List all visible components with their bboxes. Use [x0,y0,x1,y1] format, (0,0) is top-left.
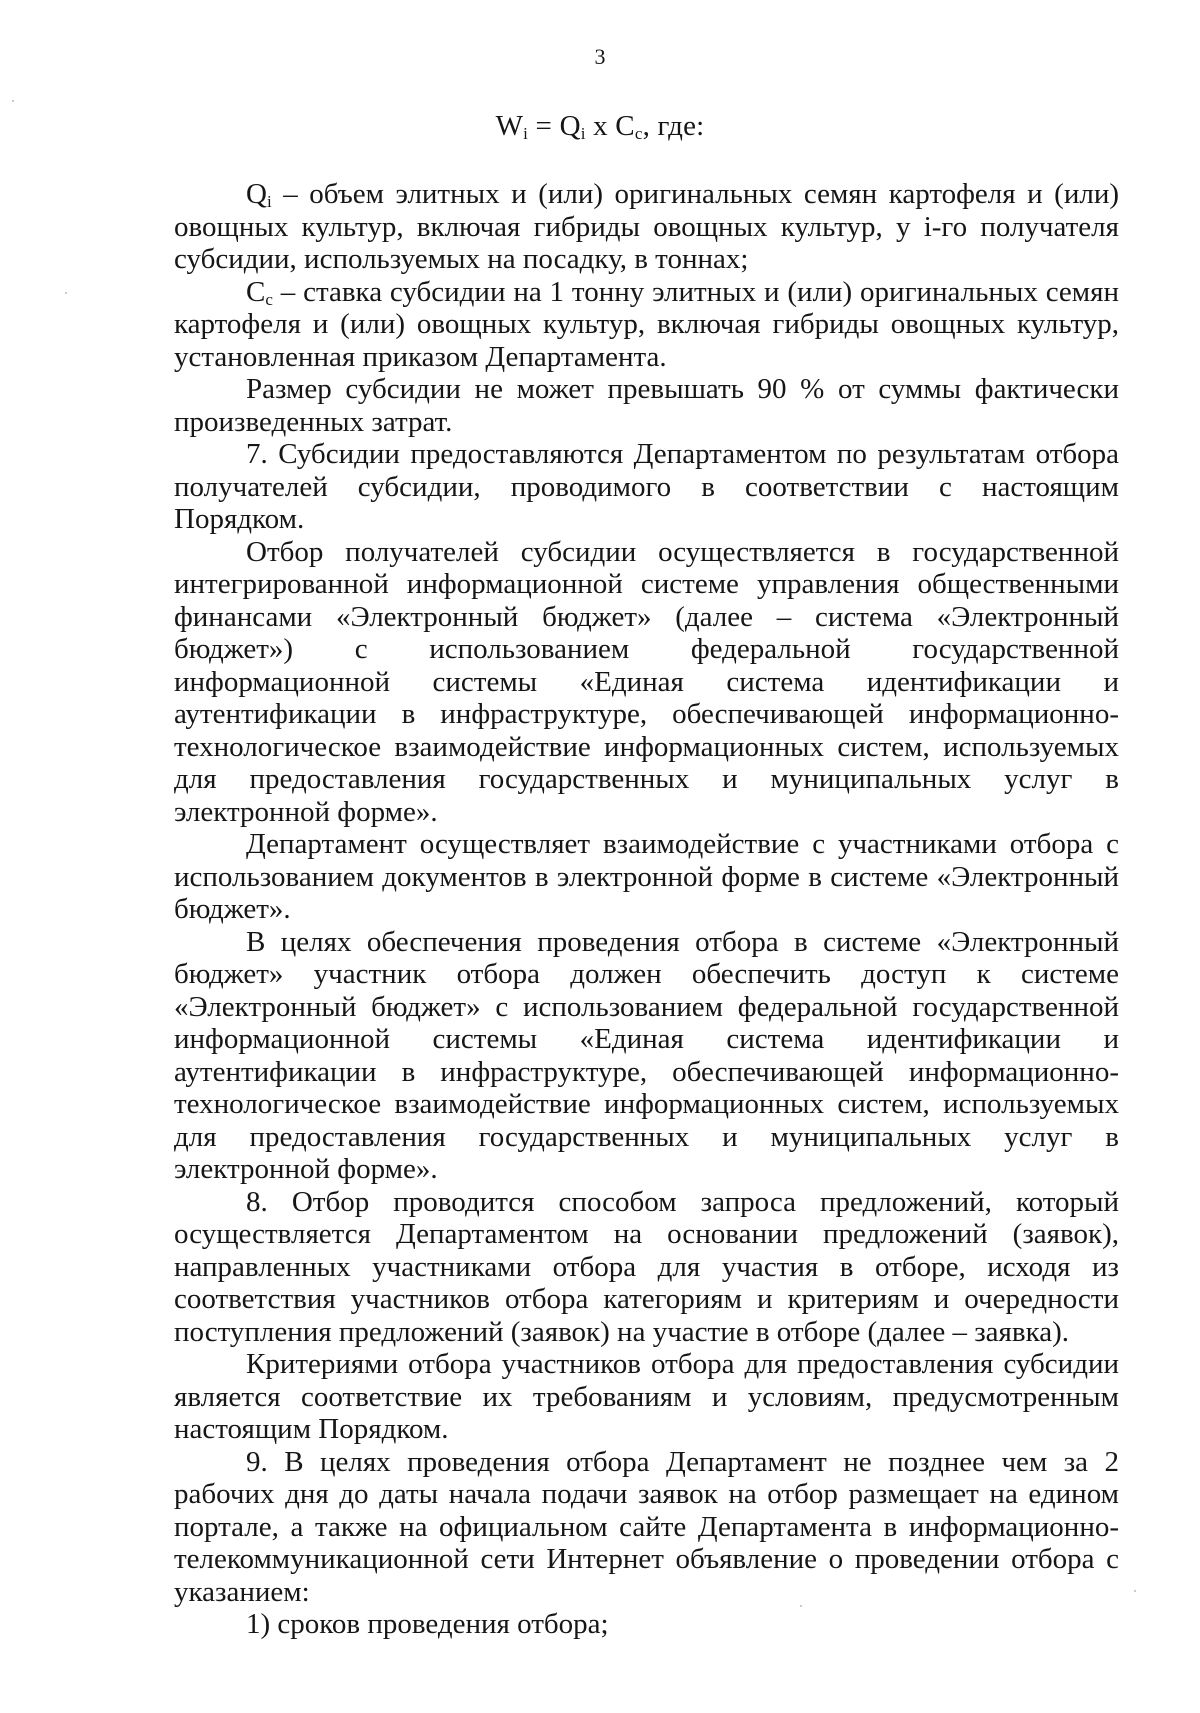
formula-c-subscript: c [634,124,643,143]
definition-qi [174,178,1119,276]
paragraph-access-requirement: В целях обеспечения проведения отбора в системе «Электронный бюджет» участник отбора должен обеспечить доступ к системе «Электронный бюджет» с использованием федеральной государственной информационной системы «Единая система идентификации и аутентификации в инфраструктуре, обеспечивающей информационно-технологическое взаимодействие информационных систем, используемых для предоставления государственных и муниципальных услуг в электронной форме». [174,925,1119,1185]
qi-symbol: Q [246,178,267,210]
paragraph-subsidy-limit: Размер субсидии не может превышать 90 % от суммы фактически произведенных затрат. [174,373,1119,438]
formula-times: x [585,110,616,142]
formula-w: W [495,110,524,142]
page-number: 3 [594,44,606,69]
paragraph-criteria: Критериями отбора участников отбора для предоставления субсидии является соответствие их требованиям и условиям, предусмотренным настоящим Порядком. [174,1348,1119,1445]
paragraph-9: 9. В целях проведения отбора Департамент не позднее чем за 2 рабочих дня до даты начала подачи заявок на отбор размещает на едином портале, а также на официальном сайте Департамента в информационно-телекоммуникационной сети Интернет объявление о проведении отбора с указанием: [174,1445,1119,1608]
paragraph-department-interaction: Департамент осуществляет взаимодействие с участниками отбора с использованием документов в электронной форме в системе «Электронный бюджет». [174,828,1119,925]
scan-speck [1134,1590,1136,1592]
scan-speck [800,1605,802,1607]
document-body [174,178,1119,1641]
scan-speck [65,292,67,294]
paragraph-selection-system: Отбор получателей субсидии осуществляется в государственной интегрированной информационной системе управления общественными финансами «Электронный бюджет» (далее – система «Электронный бюджет») с использованием федеральной государственной информационной системы «Единая система идентификации и аутентификации в инфраструктуре, обеспечивающей информационно-технологическое взаимодействие информационных систем, используемых для предоставления государственных и муниципальных услуг в электронной форме». [174,535,1119,828]
formula-q-subscript: i [580,124,586,143]
cc-subscript: c [265,289,273,309]
subsidy-formula [0,110,1200,143]
scan-speck [12,100,14,102]
formula-q: Q [559,110,581,142]
list-item-1: 1) сроков проведения отбора; [246,1608,609,1640]
qi-definition-text: – объем элитных и (или) оригинальных семян картофеля и (или) овощных культур, включая гибриды овощных культур, у i-го получателя субсидии, используемых на посадку, в тоннах; [174,178,1119,275]
definition-cc [174,276,1119,374]
formula-c: C [615,110,635,142]
formula-w-subscript: i [523,124,529,143]
formula-tail: , где: [642,110,705,142]
cc-symbol: C [246,275,266,308]
cc-definition-text: – ставка субсидии на 1 тонну элитных и (или) оригинальных семян картофеля и (или) овощных культур, включая гибриды овощных культур, установленная приказом Департамента. [174,275,1119,373]
paragraph-7: 7. Субсидии предоставляются Департаментом по результатам отбора получателей субсидии, проводимого в соответствии с настоящим Порядком. [174,438,1119,535]
formula-equals: = [528,110,560,142]
paragraph-8: 8. Отбор проводится способом запроса предложений, который осуществляется Департаментом на основании предложений (заявок), направленных участниками отбора для участия в отборе, исходя из соответствия участников отбора категориям и критериям и очередности поступления предложений (заявок) на участие в отборе (далее – заявка). [174,1185,1119,1348]
qi-subscript: i [266,192,272,211]
